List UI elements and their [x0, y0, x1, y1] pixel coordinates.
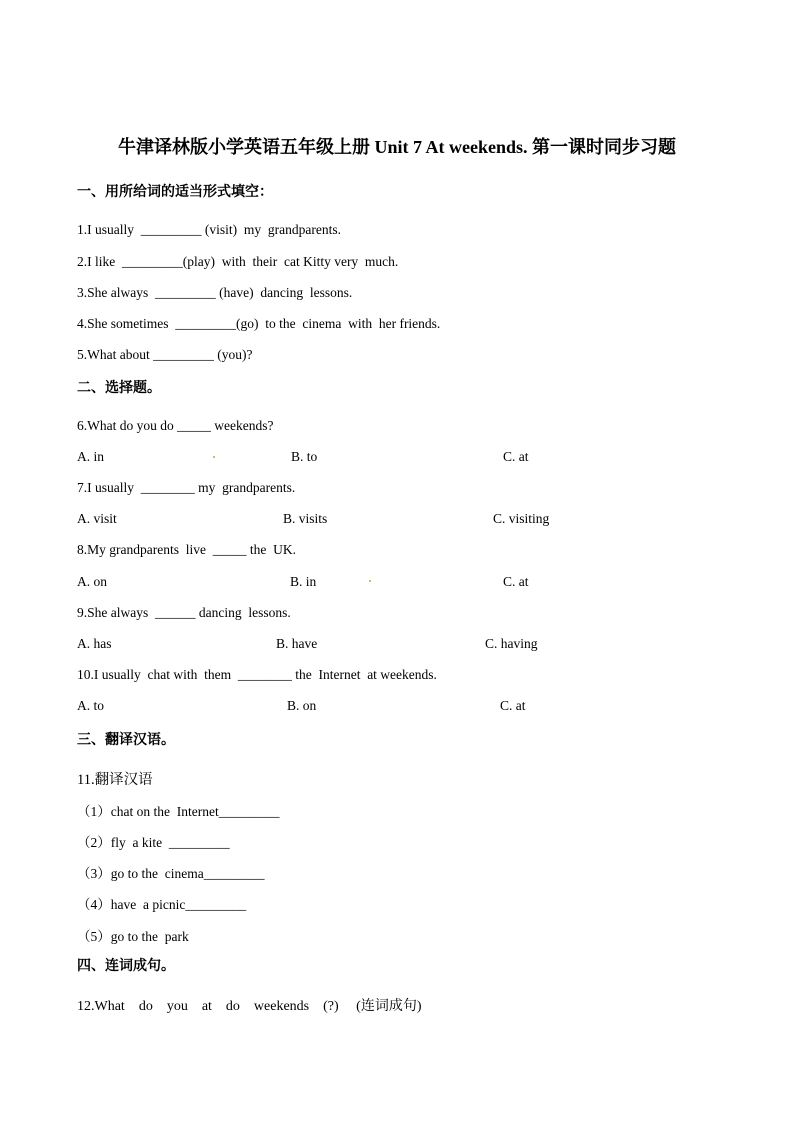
fill-question-3: 3.She always _________ (have) dancing lessons. — [77, 285, 353, 300]
choice-question-7: 7.I usually ________ my grandparents. — [77, 480, 296, 495]
translate-item-5: （5）go to the park — [77, 929, 189, 944]
choice-8-option-c: C. at — [503, 574, 529, 589]
fill-question-2: 2.I like _________(play) with their cat Kitty very much. — [77, 254, 399, 269]
choice-7-option-a: A. visit — [77, 511, 117, 526]
choice-question-6: 6.What do you do _____ weekends? — [77, 418, 274, 433]
fill-question-1: 1.I usually _________ (visit) my grandparents. — [77, 222, 341, 237]
translate-item-1: （1）chat on the Internet_________ — [77, 804, 280, 819]
choice-question-9: 9.She always ______ dancing lessons. — [77, 605, 291, 620]
section-heading-order: 四、连词成句。 — [77, 959, 175, 974]
fill-question-5: 5.What about _________ (you)? — [77, 347, 253, 362]
translate-item-3: （3）go to the cinema_________ — [77, 866, 265, 881]
choice-9-option-c: C. having — [485, 636, 538, 651]
section-heading-fill: 一、用所给词的适当形式填空： — [77, 185, 273, 200]
translate-question-11: 11.翻译汉语 — [77, 772, 153, 788]
choice-8-option-a: A. on — [77, 574, 107, 589]
section-heading-choice: 二、选择题。 — [77, 381, 161, 396]
choice-9-option-a: A. has — [77, 636, 112, 651]
stray-dot — [369, 580, 371, 582]
choice-question-10: 10.I usually chat with them ________ the Internet at weekends. — [77, 667, 437, 682]
translate-item-2: （2）fly a kite _________ — [77, 835, 230, 850]
fill-question-4: 4.She sometimes _________(go) to the cinema with her friends. — [77, 316, 441, 331]
choice-9-option-b: B. have — [276, 636, 318, 651]
choice-6-option-b: B. to — [291, 449, 318, 464]
choice-8-option-b: B. in — [290, 574, 317, 589]
section-heading-translate: 三、翻译汉语。 — [77, 733, 175, 748]
choice-6-option-a: A. in — [77, 449, 104, 464]
choice-10-option-c: C. at — [500, 698, 526, 713]
choice-7-option-c: C. visiting — [493, 511, 550, 526]
page-title: 牛津译林版小学英语五年级上册 Unit 7 At weekends. 第一课时同步习题 — [117, 137, 676, 157]
choice-6-option-c: C. at — [503, 449, 529, 464]
choice-10-option-b: B. on — [287, 698, 317, 713]
choice-question-8: 8.My grandparents live _____ the UK. — [77, 542, 296, 557]
choice-10-option-a: A. to — [77, 698, 104, 713]
choice-7-option-b: B. visits — [283, 511, 328, 526]
translate-item-4: （4）have a picnic_________ — [77, 897, 247, 912]
order-question-12: 12.What do you at do weekends (?) (连词成句) — [77, 999, 422, 1014]
stray-dot — [213, 456, 215, 458]
